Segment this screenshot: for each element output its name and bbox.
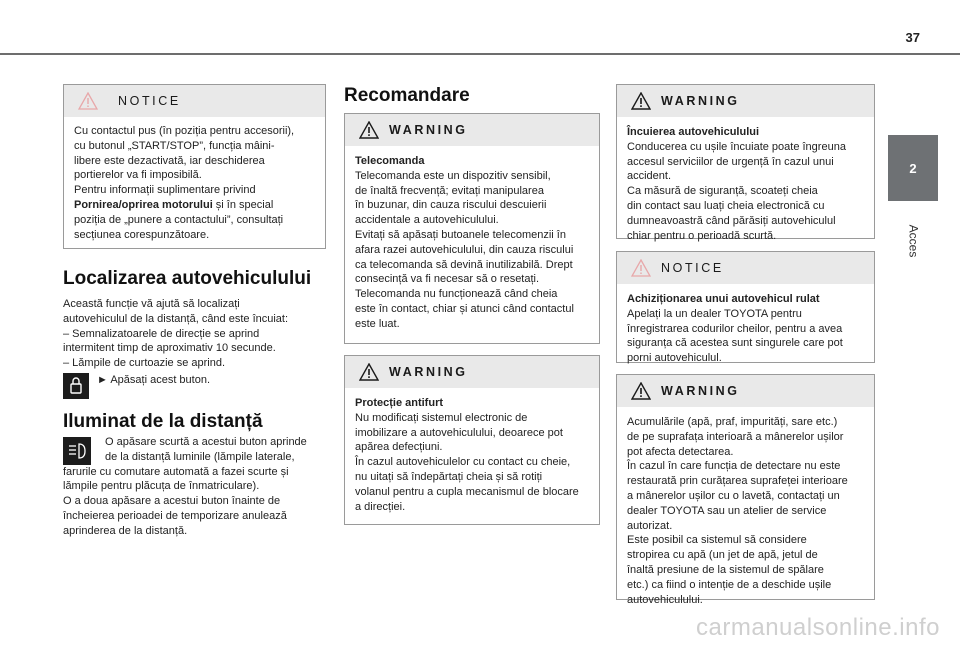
top-rule: [0, 53, 960, 55]
locate-section: [63, 268, 326, 401]
warning-triangle-icon: [359, 363, 379, 381]
warning-line: este în contact, chiar și atunci când contactul: [355, 302, 574, 315]
warning-line: afara razei autovehiculului, din cauza riscului: [355, 243, 574, 256]
warning-line: apărea defecțiuni.: [355, 441, 443, 454]
lighting-line: de la distanță luminile (lămpile laterale,: [105, 450, 295, 463]
section-tab-number: 2: [909, 160, 917, 176]
locate-line: – Lămpile de curtoazie se aprind.: [63, 357, 226, 370]
locate-line: – Semnalizatoarele de direcție se aprind: [63, 327, 260, 340]
warning-locking-box: [616, 84, 875, 242]
warning-line: dealer TOYOTA sau un atelier de service: [627, 504, 827, 517]
warning-header: [617, 375, 874, 407]
lighting-section: [63, 411, 326, 539]
section-tab[interactable]: [888, 135, 938, 201]
notice-box: [63, 84, 326, 249]
warning-line: a mânerelor ușilor cu o lavetă, contactați un: [627, 489, 840, 502]
locate-action: ► Apăsați acest buton.: [97, 373, 211, 386]
lighting-heading: Iluminat de la distanță: [63, 411, 263, 432]
warning-line: accesul serviciilor de urgență în cazul unui: [627, 155, 834, 168]
warning-subtitle: Telecomanda: [355, 155, 425, 167]
locate-heading: Localizarea autovehiculului: [63, 268, 312, 289]
warning-triangle-icon: [631, 382, 651, 400]
warning-title: WARNING: [389, 123, 468, 137]
notice-line: înregistrarea codurilor cheilor, pentru a avea: [627, 322, 843, 335]
lighting-line: aprinderea de la distanță.: [63, 524, 188, 537]
warning-triangle-icon: [631, 92, 651, 110]
notice-subtitle: Achiziționarea unui autovehicul rulat: [627, 293, 820, 305]
warning-line: imobilizare a autovehiculului, deoarece pot: [355, 426, 563, 439]
warning-line: În cazul autovehiculelor cu contact cu cheie,: [355, 456, 571, 469]
lighting-line: farurile cu comutare automată a fazei scurte și: [63, 465, 289, 478]
locate-line: intermitent timp de aproximativ 10 secunde.: [63, 342, 276, 355]
warning-line: de înaltă frecvență; evitați manipularea: [355, 184, 544, 197]
warning-line: Evitați să apăsați butoanele telecomenzii în: [355, 228, 566, 241]
warning-line: nu uitați să îndepărtați cheia și să rotiți: [355, 470, 543, 483]
notice-line: portierelor va fi imposibilă.: [74, 169, 202, 182]
warning-line: Este posibil ca sistemul să considere: [627, 534, 807, 547]
warning-line: pot afecta detectarea.: [627, 445, 734, 458]
warning-header: [345, 114, 599, 146]
warning-handles-box: [616, 374, 875, 606]
warning-line: este luat.: [355, 317, 400, 330]
warning-line: chiar pentru o perioadă scurtă.: [627, 229, 777, 242]
warning-line: în buzunar, din cauza riscului descuierii: [355, 199, 547, 212]
warning-line: autovehiculului.: [627, 593, 703, 606]
locate-line: autovehiculul de la distanță, când este încuiat:: [63, 312, 289, 325]
notice-line: Apelați la un dealer TOYOTA pentru: [627, 307, 802, 320]
warning-header: [617, 85, 874, 117]
warning-line: de pe suprafața interioară a mânerelor ușilor: [627, 430, 844, 443]
notice-title: NOTICE: [118, 94, 181, 108]
warning-header: [345, 356, 599, 388]
page-number: 37: [905, 30, 920, 45]
warning-line: ca telecomanda să devină inutilizabilă. Drept: [355, 258, 573, 271]
warning-title: WARNING: [661, 94, 740, 108]
notice-line: Cu contactul pus (în poziția pentru accesorii),: [74, 125, 295, 137]
notice-triangle-icon: [78, 92, 98, 110]
section-label: Acces: [906, 224, 920, 258]
warning-remote-box: [344, 113, 600, 344]
notice-line: Pentru informații suplimentare privind: [74, 184, 256, 197]
lighting-line: încheierea perioadei de temporizare anulează: [63, 509, 287, 522]
warning-line: Telecomanda este un dispozitiv sensibil,: [355, 169, 551, 182]
notice-line: siguranța că acestea sunt singurele care pot: [627, 337, 843, 350]
warning-line: accidentale a autovehiculului.: [355, 214, 499, 227]
warning-line: Nu modificați sistemul electronic de: [355, 411, 528, 424]
notice-line: poziția de „punere a contactului”, consultați: [74, 213, 284, 226]
warning-triangle-icon: [359, 121, 379, 139]
notice-line: secțiunea corespunzătoare.: [74, 228, 210, 241]
notice-title: NOTICE: [661, 261, 724, 275]
warning-line: etc.) ca fiind o intenție de a deschide ușile: [627, 578, 832, 591]
warning-line: înaltă presiune de la sistemul de spălare: [627, 563, 824, 576]
warning-line: volanul pentru a cupla mecanismul de blocare: [355, 485, 579, 498]
warning-line: În cazul în care funcția de detectare nu este: [627, 460, 841, 473]
warning-line: consecință va fi necesar să o resetați.: [355, 273, 540, 286]
locate-line: Această funcție vă ajută să localizați: [63, 298, 240, 310]
notice-triangle-icon: [631, 259, 651, 277]
warning-line: accident.: [627, 170, 672, 183]
lighting-line: O apăsare scurtă a acestui buton aprinde: [105, 436, 307, 448]
warning-line: a direcției.: [355, 500, 406, 513]
warning-title: WARNING: [661, 384, 740, 398]
warning-line: autorizat.: [627, 519, 673, 532]
notice-bold-ref: Pornirea/oprirea motorului: [74, 198, 213, 211]
notice-line: libere este dezactivată, iar deschiderea: [74, 154, 265, 167]
notice-ref-line: [74, 198, 315, 213]
watermark: carmanualsonline.info: [696, 614, 940, 641]
warning-subtitle: Protecție antifurt: [355, 397, 444, 409]
notice-header: [617, 252, 874, 284]
warning-line: Telecomanda nu funcționează când cheia: [355, 288, 558, 301]
warning-antitheft-box: [344, 355, 600, 525]
headlamp-button-icon: [63, 437, 91, 465]
warning-line: Ca măsură de siguranță, scoateți cheia: [627, 185, 818, 198]
notice-line: cu butonul „START/STOP”, funcția mâini-: [74, 139, 275, 152]
warning-line: Conducerea cu ușile încuiate poate îngreuna: [627, 140, 846, 153]
recommend-heading: Recomandare: [344, 85, 470, 106]
warning-line: din contact sau luați cheia electronică cu: [627, 199, 825, 212]
warning-line: dumneavoastră când părăsiți autovehiculul: [627, 214, 836, 227]
notice-header: [64, 85, 325, 117]
notice-used-vehicle-box: [616, 251, 875, 363]
lock-button-icon: [63, 373, 89, 399]
warning-title: WARNING: [389, 365, 468, 379]
warning-line: restaurată prin curățarea suprafeței interioare: [627, 475, 848, 488]
warning-line: stropirea cu apă (un jet de apă, jetul de: [627, 549, 818, 562]
warning-subtitle: Încuierea autovehiculului: [627, 126, 760, 138]
lighting-line: O a doua apăsare a acestui buton înainte de: [63, 495, 281, 508]
lighting-line: lămpile pentru plăcuța de înmatriculare).: [63, 480, 260, 493]
warning-line: Acumulările (apă, praf, impurități, sare etc.): [627, 416, 838, 428]
notice-line: porni autovehiculul.: [627, 352, 722, 365]
notice-ref-suffix: și în special: [212, 198, 274, 211]
